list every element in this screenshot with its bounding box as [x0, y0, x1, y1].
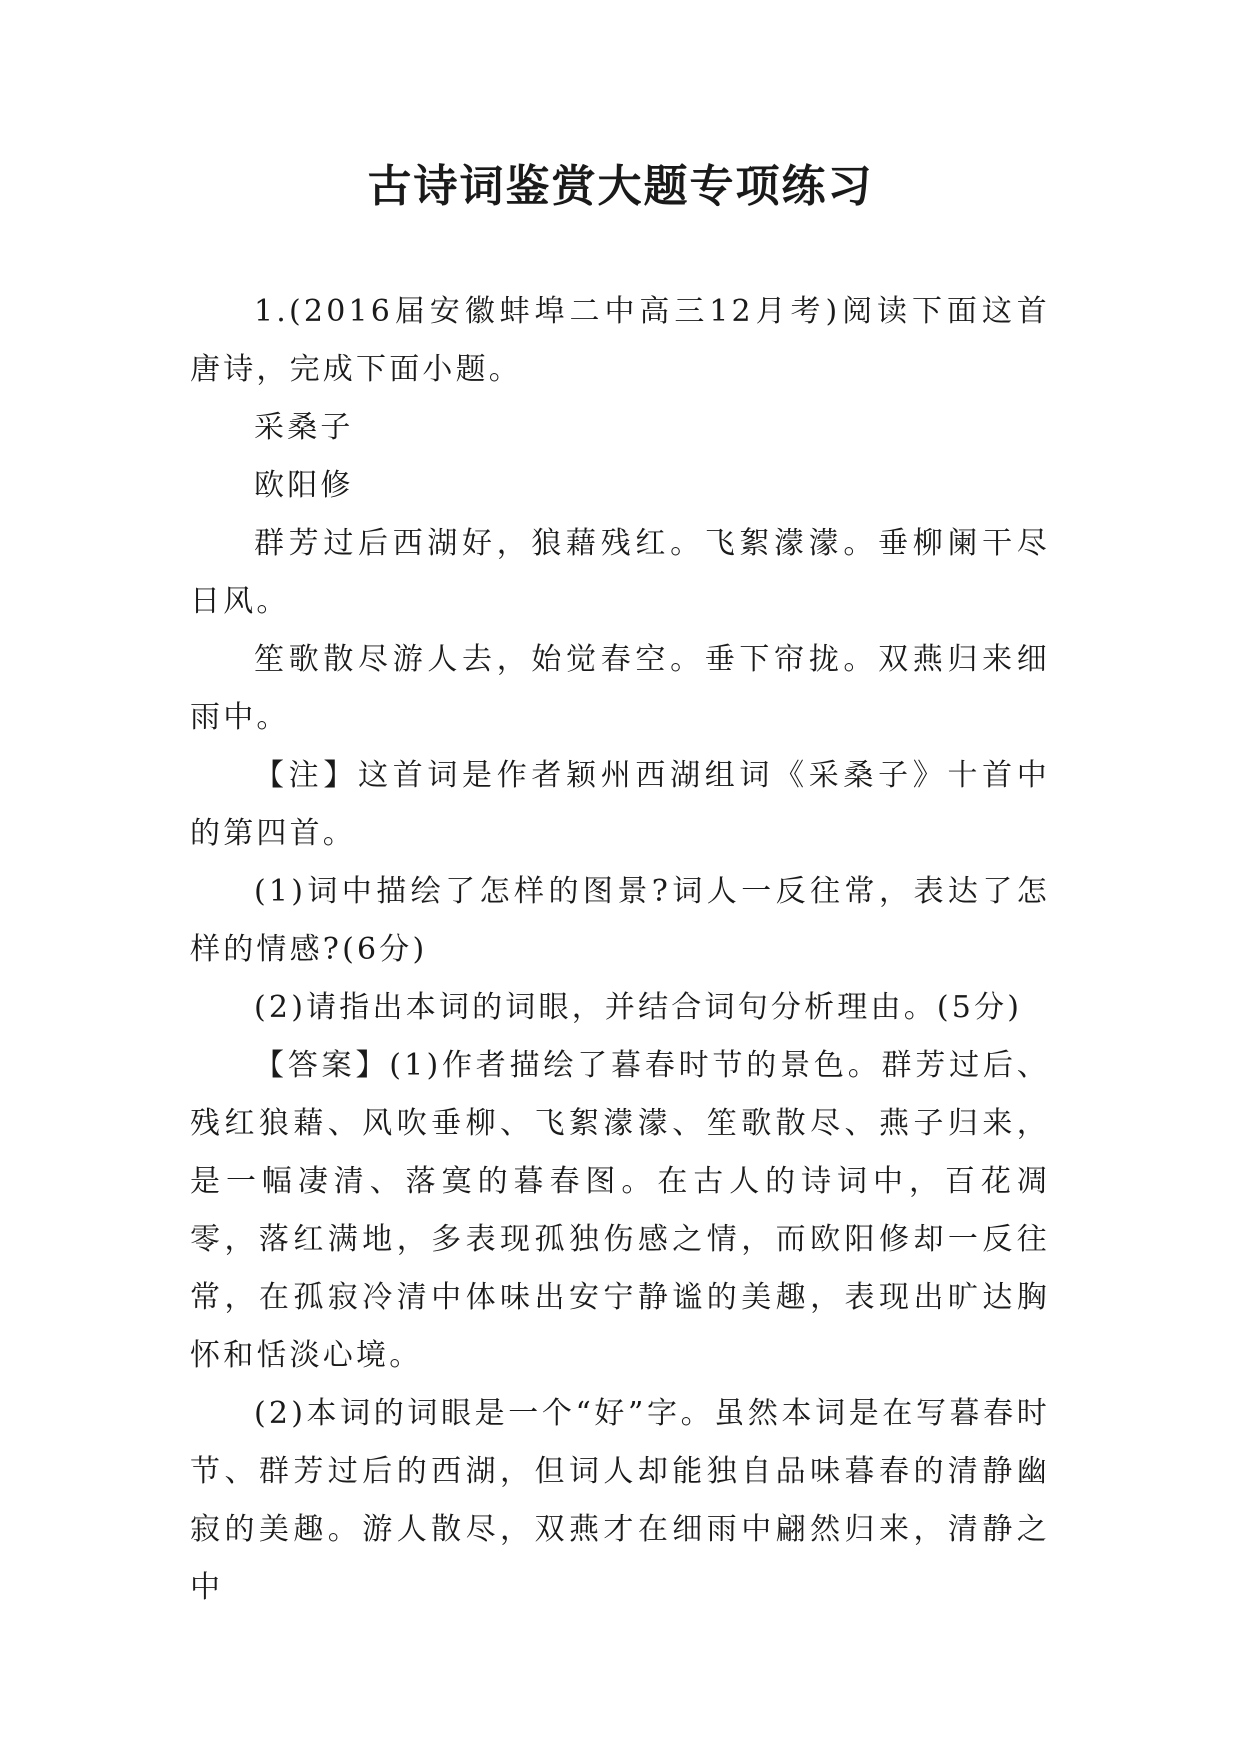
answer-part-2: (2)本词的词眼是一个“好”字。虽然本词是在写暮春时节、群芳过后的西湖，但词人却能独自品味暮春的清静幽寂的美趣。游人散尽，双燕才在细雨中翩然归来，清静之中 [190, 1396, 1050, 1605]
sub-question-1: (1)词中描绘了怎样的图景?词人一反往常，表达了怎样的情感?(6分) [190, 874, 1050, 967]
poem-note: 【注】这首词是作者颖州西湖组词《采桑子》十首中的第四首。 [190, 758, 1050, 851]
document-body [190, 283, 1050, 1617]
poem-author: 欧阳修 [254, 468, 354, 503]
poem-title: 采桑子 [254, 410, 354, 445]
page-title: 古诗词鉴赏大题专项练习 [367, 161, 874, 212]
sub-question-2: (2)请指出本词的词眼，并结合词句分析理由。(5分) [254, 990, 1023, 1025]
question-header: 1.(2016届安徽蚌埠二中高三12月考)阅读下面这首唐诗，完成下面小题。 [190, 294, 1050, 387]
poem-stanza-2: 笙歌散尽游人去，始觉春空。垂下帘拢。双燕归来细雨中。 [190, 642, 1050, 735]
answer-part-1: 【答案】(1)作者描绘了暮春时节的景色。群芳过后、残红狼藉、风吹垂柳、飞絮濛濛、笙歌散尽、燕子归来，是一幅凄清、落寞的暮春图。在古人的诗词中，百花凋零，落红满地，多表现孤独伤感之情，而欧阳修却一反往常，在孤寂冷清中体味出安宁静谧的美趣，表现出旷达胸怀和恬淡心境。 [190, 1048, 1050, 1373]
poem-stanza-1: 群芳过后西湖好，狼藉残红。飞絮濛濛。垂柳阑干尽日风。 [190, 526, 1050, 619]
